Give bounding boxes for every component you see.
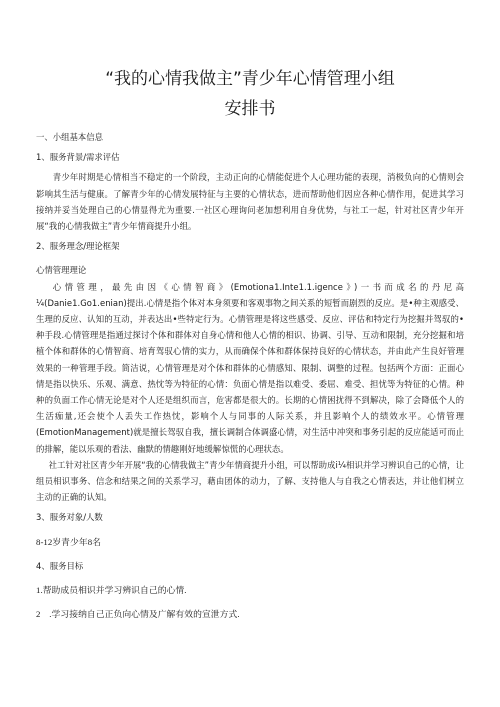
subsection-heading-theory: 2、服务理念/理论框架: [36, 241, 120, 252]
paragraph-social-work: 社工针对社区青少年开展“我的心情我做主”青少年情商提升小组，可以帮助成i¼相识并学习辨识自己的心情，让组员相识事务、信念和结果之间的关系学习，藉由团体的动力，了解、支持他人与自我之心情表达，并让他们树立主动的正确的认知。: [36, 459, 464, 503]
document-title: “我的心情我做主”青少年心情管理小组: [105, 69, 395, 89]
subsection-heading-target: 3、服务对象/人数: [36, 512, 103, 523]
paragraph-theory: 心情管理，最先由因《心情智商》(Emotiona1.Inte1.1.igence》)一书而成名的丹尼高¼(Danie1.Go1.enian)提出.心情是指个体对本身须要和客观事物之间关系的短暂而剧烈的反应。是•种主观感受、生理的反应、认知的互动，并表达出•些特定行为。心情管理是将这些感受、反应、评估和特定行为挖掘并驾驭的•种手段.心情管理是指通过探讨个体和群体对自身心情和他人心情的相识、协调、引导、互动和限制，充分挖掘和培植个体和群体的心情智商、培育驾驭心情的实力，从而确保个体和群体保持良好的心情状态，并由此产生良好管理效果的一种管理手段。简洁说，心情管理是对个体和群体的心情感知、限制、调整的过程。包括两个方面：正面心情是指以快乐、乐观、满意、热忱等为特征的心情：负面心情是指以难受、委屈、难受、担忧等为特征的心情。种种的负面工作心情无论是对个人还是组织而言，危害都是很大的。长期的心情困扰得不到解决，除了会降低个人的生活痂量,还会使个人丢失工作热忱，影响个人与同事的人际关系，并且影响个人的绩效水平。心情管理(EmotionManagement)就是擅长驾驭自我，擅长调制合体调盛心情，对生活中冲突和事务引起的反应能适可而止的排解，能以乐观的看法、幽默的情趣刚好地缓解惊慌的心理状态。: [36, 281, 464, 454]
section-heading-basic-info: 一、小组基本信息: [36, 132, 103, 142]
paragraph-background: 青少年时期是心情相当不稳定的一个阶段，主动正向的心情能促进个人心理功能的表现，消极负向的心情则会影响其生活与健康。了解青少年的心情发展特征与主要的心情状态，进而帮助他们因应各种心情作用，促进其学习接纳并妥当处理自己的心情显得尤为重要.一社区心理询问老加想利用自身优势，与社工一起，针对社区青少年开展“我的心情我做主”青少年情商提升小组。: [36, 172, 464, 232]
document-body: [36, 129, 464, 622]
target-people-text: 8-12岁青少年8名: [36, 536, 102, 547]
document-subtitle: 安排书: [224, 99, 276, 119]
goal-item-2: 2 .学习接纳自己正负向心情及广解有效的宣泄方式.: [36, 609, 240, 620]
subsection-heading-goals: 4、服务目标: [36, 560, 84, 571]
theory-label: 心情管理理论: [36, 265, 87, 276]
goal-item-1: 1.帮助成员相识并学习辨识自己的心情.: [36, 585, 187, 596]
subsection-heading-background: 1、服务背景/需求评估: [36, 152, 120, 163]
